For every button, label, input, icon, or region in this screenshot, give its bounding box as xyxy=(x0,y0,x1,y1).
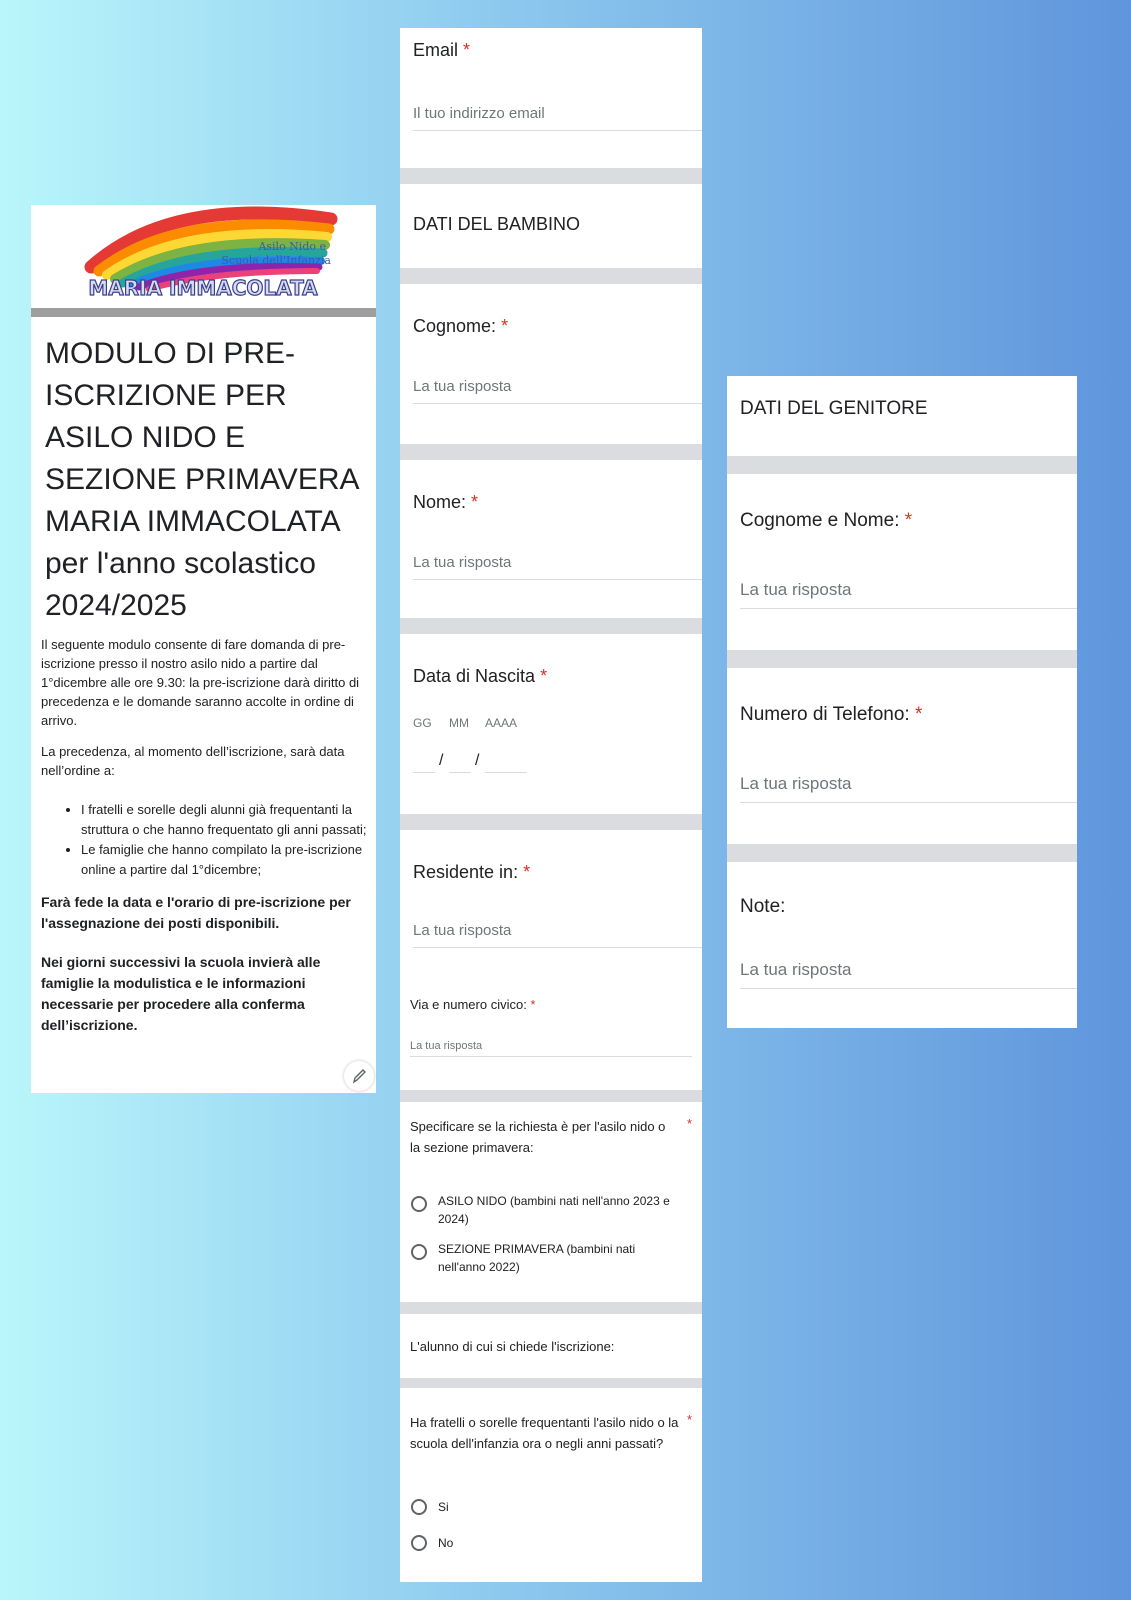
required-mark: * xyxy=(687,1116,693,1131)
name-question xyxy=(400,460,702,618)
surname-input[interactable]: La tua risposta xyxy=(413,378,702,404)
section-separator xyxy=(400,168,702,184)
description-paragraph: La precedenza, al momento dell’iscrizione, sarà data nell’ordine a: xyxy=(41,744,345,778)
parent-name-label: Cognome e Nome: xyxy=(740,510,900,531)
section-title-child: DATI DEL BAMBINO xyxy=(413,214,581,234)
form-parent-panel xyxy=(727,376,1077,1028)
dob-month-input[interactable] xyxy=(449,772,471,773)
list-item: • Le famiglie che hanno compilato la pre-iscrizione online a partire dal 1°dicembre; xyxy=(81,840,369,880)
street-input[interactable]: La tua risposta xyxy=(410,1040,692,1057)
required-mark: * xyxy=(463,40,471,60)
request-type-label: Specificare se la richiesta è per l'asilo nido o la sezione primavera: xyxy=(410,1119,666,1155)
bold-note: Farà fede la data e l'orario di pre-iscrizione per l'assegnazione dei posti disponibili. xyxy=(41,894,351,931)
student-label: L'alunno di cui si chiede l'iscrizione: xyxy=(410,1339,615,1354)
email-question xyxy=(400,28,702,168)
priority-list xyxy=(41,800,369,880)
email-input[interactable]: Il tuo indirizzo email xyxy=(413,105,702,131)
required-mark: * xyxy=(914,704,923,725)
dob-year-input[interactable] xyxy=(485,772,527,773)
radio-si[interactable] xyxy=(411,1499,427,1515)
section-separator xyxy=(400,1090,702,1102)
date-separator: / xyxy=(475,752,480,769)
surname-question xyxy=(400,284,702,444)
form-description xyxy=(41,635,369,1054)
option-sezione-primavera-label: SEZIONE PRIMAVERA (bambini nati nell'anno 2022) xyxy=(438,1242,636,1274)
option-si-label: Si xyxy=(438,1500,449,1514)
phone-input[interactable]: La tua risposta xyxy=(740,774,1077,803)
required-mark: * xyxy=(471,492,479,512)
logo-line2: Scuola dell'Infanzia xyxy=(221,254,331,267)
required-mark: * xyxy=(523,862,531,882)
required-mark: * xyxy=(904,510,913,531)
rainbow-logo-icon xyxy=(31,205,376,301)
form-child-panel xyxy=(400,28,702,1582)
date-separator: / xyxy=(439,752,444,769)
phone-label: Numero di Telefono: xyxy=(740,704,910,725)
option-no-label: No xyxy=(438,1536,454,1550)
header-divider xyxy=(31,308,376,317)
phone-question xyxy=(727,668,1077,844)
residence-input[interactable]: La tua risposta xyxy=(413,922,702,948)
dob-day-label: GG xyxy=(413,716,432,730)
required-mark: * xyxy=(687,1412,693,1427)
parent-name-input[interactable]: La tua risposta xyxy=(740,580,1077,609)
section-separator xyxy=(400,1302,702,1314)
notes-input[interactable]: La tua risposta xyxy=(740,960,1077,989)
surname-label: Cognome: xyxy=(413,316,497,336)
dob-label: Data di Nascita xyxy=(413,666,536,686)
required-mark: * xyxy=(501,316,509,336)
description-paragraph: Il seguente modulo consente di fare domanda di pre-iscrizione presso il nostro asilo nido a partire dal 1°dicembre alle ore 9.30: la pre-iscrizione darà diritto di precedenza e le domande saranno accolte in ordine di arrivo. xyxy=(41,637,360,728)
notes-label: Note: xyxy=(740,896,786,917)
list-item: • I fratelli e sorelle degli alunni già frequentanti la struttura o che hanno frequentato gli anni passati; xyxy=(81,800,369,840)
siblings-question xyxy=(400,1388,702,1582)
siblings-label: Ha fratelli o sorelle frequentanti l'asilo nido o la scuola dell'infanzia ora o negli anni passati? xyxy=(410,1415,679,1451)
dob-year-label: AAAA xyxy=(485,716,518,730)
request-type-question xyxy=(400,1102,702,1302)
required-mark: * xyxy=(540,666,548,686)
radio-sezione-primavera[interactable] xyxy=(411,1244,427,1260)
radio-no[interactable] xyxy=(411,1535,427,1551)
logo-line1: Asilo Nido e xyxy=(258,240,326,253)
form-header-panel xyxy=(31,205,376,1093)
name-input[interactable]: La tua risposta xyxy=(413,554,702,580)
dob-question xyxy=(400,634,702,814)
email-label: Email xyxy=(413,40,459,60)
radio-asilo-nido[interactable] xyxy=(411,1196,427,1212)
residence-question xyxy=(400,830,702,1090)
page-title: MODULO DI PRE-ISCRIZIONE PER ASILO NIDO E SEZIONE PRIMAVERA MARIA IMMACOLATA per l'anno scolastico 2024/2025 xyxy=(45,337,358,622)
bold-note: Nei giorni successivi la scuola invierà alle famiglie la modulistica e le informazioni necessarie per procedere alla conferma dell’iscrizione. xyxy=(41,954,321,1033)
section-separator xyxy=(727,844,1077,862)
name-label: Nome: xyxy=(413,492,467,512)
section-header xyxy=(400,184,702,268)
street-label: Via e numero civico: xyxy=(410,997,527,1012)
notes-question xyxy=(727,862,1077,1028)
required-mark: * xyxy=(530,997,536,1012)
logo-school-name: MARIA IMMACOLATA xyxy=(88,276,318,300)
section-separator xyxy=(400,1378,702,1388)
student-section xyxy=(400,1314,702,1378)
option-asilo-nido-label: ASILO NIDO (bambini nati nell'anno 2023 e 2024) xyxy=(438,1194,670,1226)
parent-name-question xyxy=(727,474,1077,650)
dob-day-input[interactable] xyxy=(413,772,435,773)
section-separator xyxy=(400,268,702,284)
residence-label: Residente in: xyxy=(413,862,519,882)
pencil-icon xyxy=(344,1061,374,1091)
section-separator xyxy=(400,814,702,830)
section-header xyxy=(727,376,1077,456)
section-separator xyxy=(727,456,1077,474)
school-logo xyxy=(31,205,376,301)
section-separator xyxy=(400,444,702,460)
edit-button[interactable] xyxy=(344,1061,374,1091)
section-separator xyxy=(400,618,702,634)
dob-month-label: MM xyxy=(449,716,469,730)
section-separator xyxy=(727,650,1077,668)
section-title-parent: DATI DEL GENITORE xyxy=(740,398,928,419)
